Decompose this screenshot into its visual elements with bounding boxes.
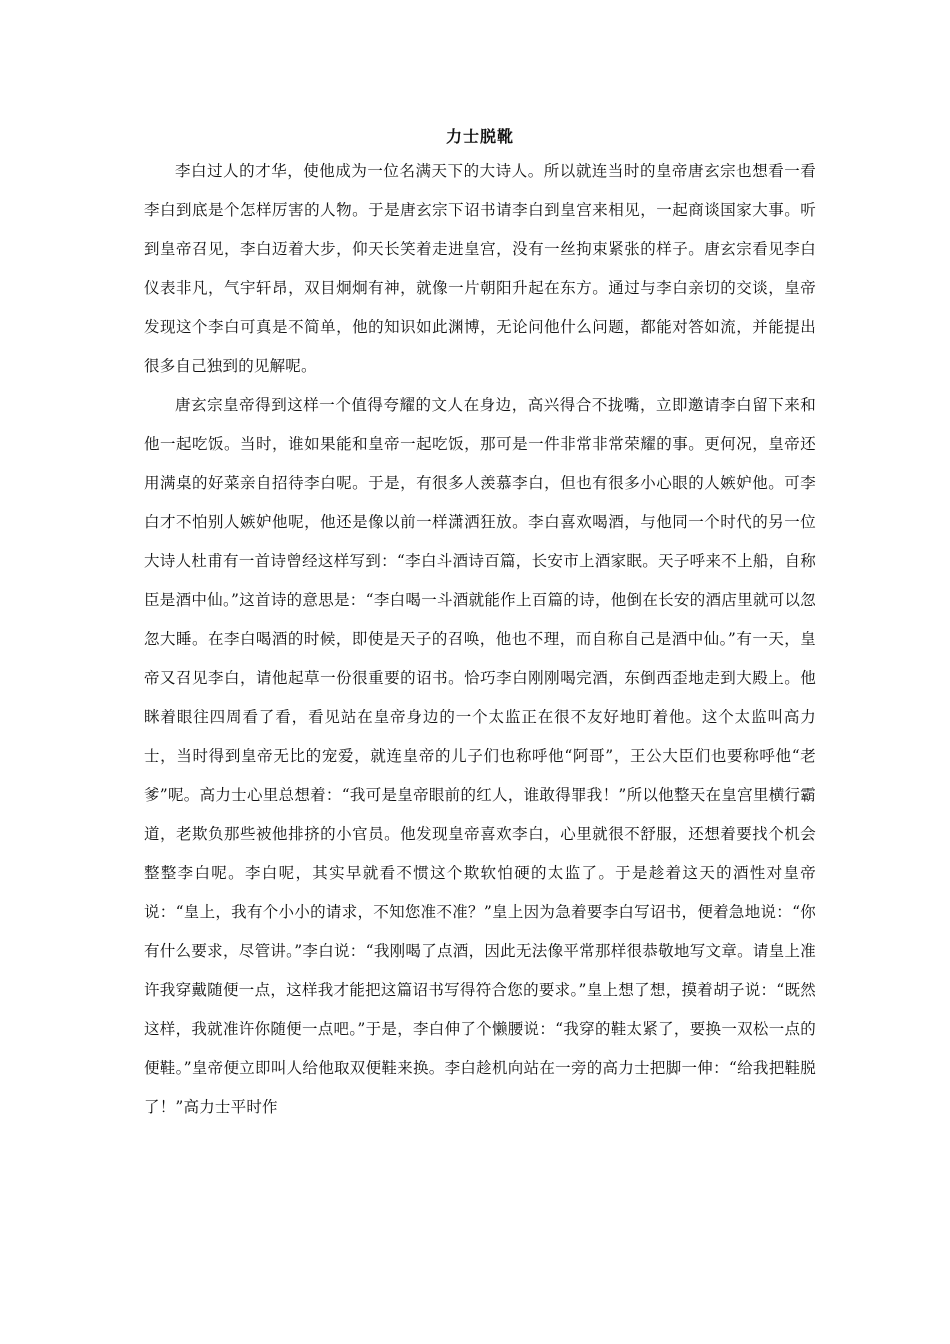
document-title: 力士脱靴 bbox=[445, 127, 514, 146]
paragraph-1: 李白过人的才华，使他成为一位名满天下的大诗人。所以就连当时的皇帝唐玄宗也想看一看李白到底是个怎样厉害的人物。于是唐玄宗下诏书请李白到皇宫来相见，一起商谈国家大事。听到皇帝召见，李白迈着大步，仰天长笑着走进皇宫，没有一丝拘束紧张的样子。唐玄宗看见李白仪表非凡，气宇轩昂，双目炯炯有神，就像一片朝阳升起在东方。通过与李白亲切的交谈，皇帝发现这个李白可真是不简单，他的知识如此渊博，无论问他什么问题，都能对答如流，并能提出很多自己独到的见解呢。 bbox=[144, 162, 816, 375]
paragraph-2: 唐玄宗皇帝得到这样一个值得夸耀的文人在身边，高兴得合不拢嘴，立即邀请李白留下来和他一起吃饭。当时，谁如果能和皇帝一起吃饭，那可是一件非常非常荣耀的事。更何况，皇帝还用满桌的好菜亲自招待李白呢。于是，有很多人羡慕李白，但也有很多小心眼的人嫉妒他。可李白才不怕别人嫉妒他呢，他还是像以前一样潇洒狂放。李白喜欢喝酒，与他同一个时代的另一位大诗人杜甫有一首诗曾经这样写到：“李白斗酒诗百篇，长安市上酒家眠。天子呼来不上船，自称臣是酒中仙。”这首诗的意思是：“李白喝一斗酒就能作上百篇的诗，他倒在长安的酒店里就可以忽忽大睡。在李白喝酒的时候，即使是天子的召唤，他也不理，而自称自己是酒中仙。”有一天，皇帝又召见李白，请他起草一份很重要的诏书。恰巧李白刚刚喝完酒，东倒西歪地走到大殿上。他眯着眼往四周看了看，看见站在皇帝身边的一个太监正在很不友好地盯着他。这个太监叫高力士，当时得到皇帝无比的宠爱，就连皇帝的儿子们也称呼他“阿哥”，王公大臣们也要称呼他“老爹”呢。高力士心里总想着：“我可是皇帝眼前的红人，谁敢得罪我！”所以他整天在皇宫里横行霸道，老欺负那些被他排挤的小官员。他发现皇帝喜欢李白，心里就很不舒服，还想着要找个机会整整李白呢。李白呢，其实早就看不惯这个欺软怕硬的太监了。于是趁着这天的酒性对皇帝说：“皇上，我有个小小的请求，不知您准不准？”皇上因为急着要李白写诏书，便着急地说：“你有什么要求，尽管讲。”李白说：“我刚喝了点酒，因此无法像平常那样很恭敬地写文章。请皇上准许我穿戴随便一点，这样我才能把这篇诏书写得符合您的要求。”皇上想了想，摸着胡子说：“既然这样，我就准许你随便一点吧。”于是，李白伸了个懒腰说：“我穿的鞋太紧了，要换一双松一点的便鞋。”皇帝便立即叫人给他取双便鞋来换。李白趁机向站在一旁的高力士把脚一伸：“给我把鞋脱了！”高力士平时作 bbox=[144, 396, 816, 1116]
document-page bbox=[144, 126, 816, 1127]
